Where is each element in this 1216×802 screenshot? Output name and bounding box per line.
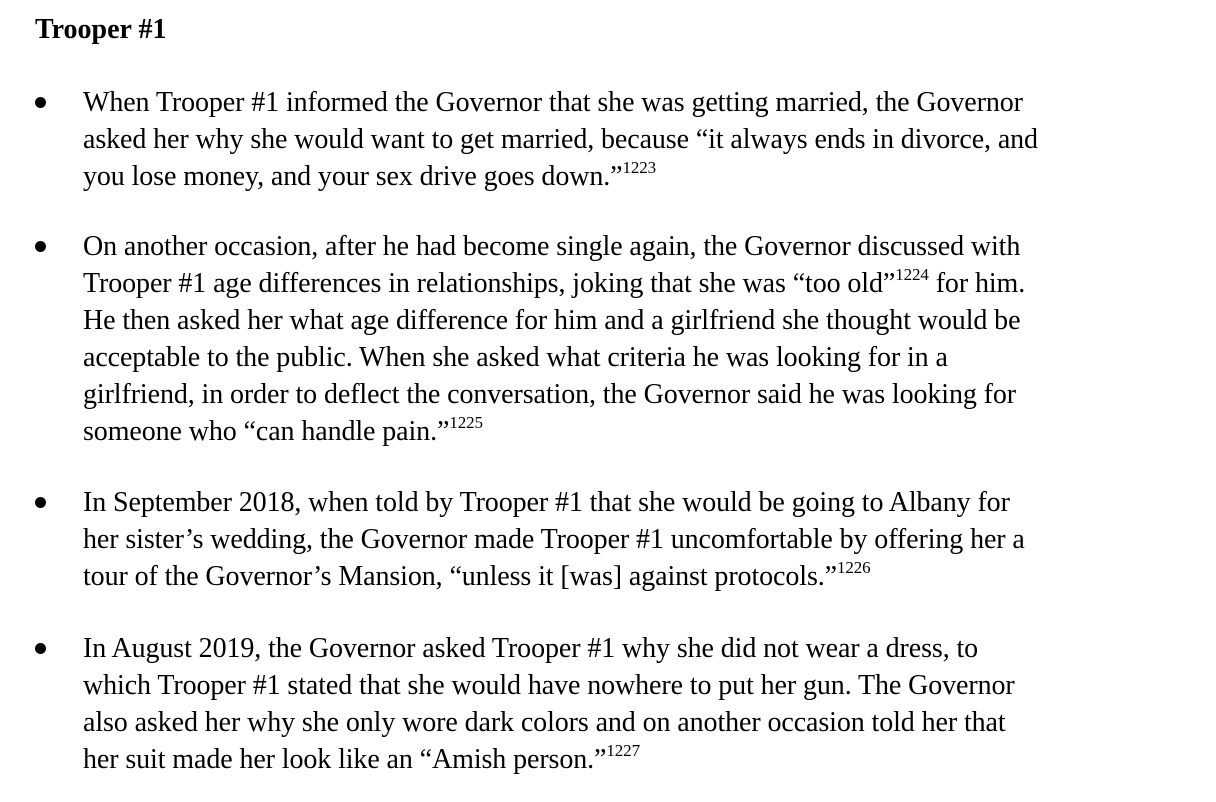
footnote-ref: 1226	[836, 557, 871, 577]
text-line	[83, 741, 1193, 778]
text-line: asked her why she would want to get married, because “it always ends in divorce, and	[83, 124, 1038, 155]
text-line: which Trooper #1 stated that she would have nowhere to put her gun. The Governor	[83, 670, 1015, 701]
text-line-content: you lose money, and your sex drive goes down.”	[83, 161, 623, 192]
text-line: her sister’s wedding, the Governor made Trooper #1 uncomfortable by offering her a	[83, 524, 1025, 555]
text-line	[83, 413, 1193, 450]
text-line	[83, 265, 1193, 302]
footnote-ref: 1225	[449, 412, 483, 432]
text-line: In August 2019, the Governor asked Trooper #1 why she did not wear a dress, to	[83, 633, 979, 664]
text-line-content: tour of the Governor’s Mansion, “unless it [was] against protocols.”	[83, 561, 837, 592]
text-line	[83, 558, 1193, 595]
text-line-content: Trooper #1 age differences in relationships, joking that she was “too old”	[83, 268, 896, 299]
text-line-content: for him.	[928, 268, 1026, 299]
bullet-icon	[35, 497, 46, 508]
text-line	[83, 158, 1193, 195]
text-line: When Trooper #1 informed the Governor that she was getting married, the Governor	[83, 87, 1023, 118]
list-item-text	[83, 484, 1193, 595]
footnote-ref: 1223	[622, 157, 657, 177]
text-line: also asked her why she only wore dark colors and on another occasion told her that	[83, 707, 1006, 738]
text-line: girlfriend, in order to deflect the conversation, the Governor said he was looking for	[83, 379, 1016, 410]
text-line: In September 2018, when told by Trooper #1 that she would be going to Albany for	[83, 487, 1010, 518]
list-item-text	[83, 630, 1193, 778]
text-line: acceptable to the public. When she asked what criteria he was looking for in a	[83, 342, 948, 373]
text-line-content: her suit made her look like an “Amish person.”	[83, 744, 607, 775]
text-line-content: someone who “can handle pain.”	[83, 416, 450, 447]
text-line: On another occasion, after he had become single again, the Governor discussed with	[83, 231, 1021, 262]
text-line: He then asked her what age difference for him and a girlfriend she thought would be	[83, 305, 1021, 336]
bullet-icon	[35, 241, 46, 252]
footnote-ref: 1224	[895, 264, 929, 284]
section-heading: Trooper #1	[35, 14, 167, 45]
list-item-text	[83, 228, 1193, 450]
list-item-text	[83, 84, 1193, 195]
bullet-icon	[35, 643, 46, 654]
bullet-icon	[35, 97, 46, 108]
footnote-ref: 1227	[606, 740, 640, 760]
